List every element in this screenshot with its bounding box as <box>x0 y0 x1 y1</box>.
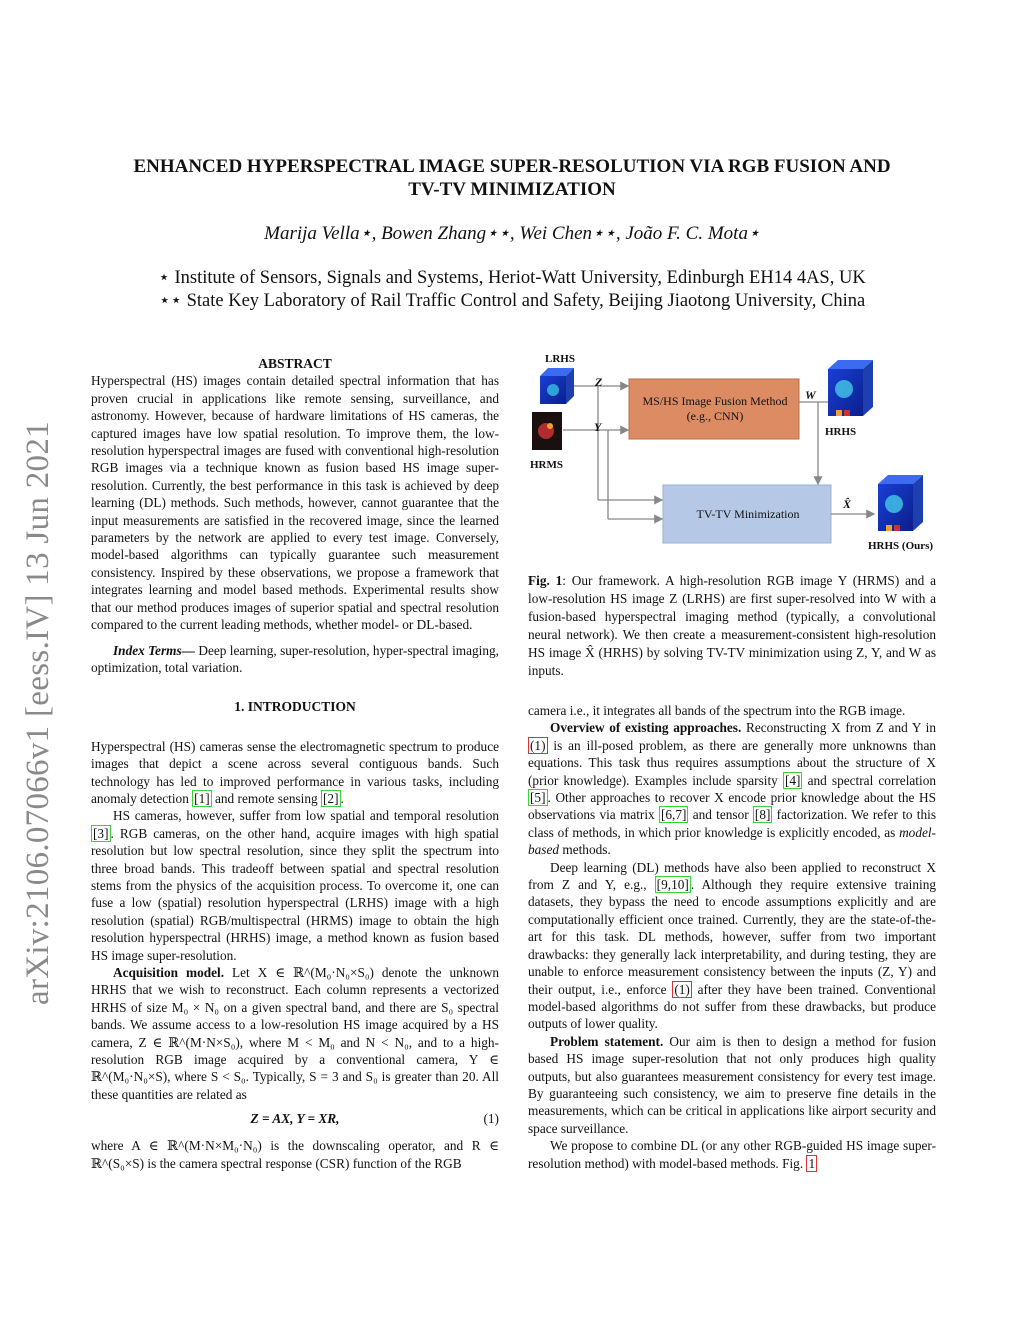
model-based-term: model-based <box>528 824 936 858</box>
citation-3[interactable]: [3] <box>93 825 109 841</box>
dl-paragraph: Deep learning (DL) methods have also been applied to reconstruct X from Z and Y, e.g., [9,10] . Although they require extensive training datasets, they bypass the need to encode assumptions explicitly and are computationally efficient once trained. Currently, they are the state-of-the-art for this task. DL methods, however, suffer from two important drawbacks: they generally lack interpretability, and during testing, they are unable to enforce measurement consistency between the inputs (Z, Y) and their output, i.e., enforce (1) after they have been trained. Conventional model-based algorithms do not suffer from these drawbacks, but produce outputs of lower quality. <box>528 859 937 1032</box>
intro-paragraph-2: HS cameras, however, suffer from low spatial and temporal resolution [3] . RGB cameras, on the other hand, acquire images with high spatial resolution but low spectral resolution, since they split the spectrum into three broad bands. This tradeoff between spatial and spectral resolution stems from the physics of the acquisition process. To overcome it, one can fuse a low (spatial) resolution hyperspectral (LRHS) image with a high resolution (spatial) RGB/multispectral (HRMS) image to obtain the high resolution hyperspectral (HRHS) image, a method known as fusion based HS image super-resolution. <box>91 808 499 963</box>
after-equation-text: where A ∈ ℝ^(M·N×M₀·N₀) is the downscaling operator, and R ∈ ℝ^(S₀×S) is the camera spectral response (CSR) function of the RGB <box>91 1138 499 1171</box>
label-y: Y <box>594 420 602 434</box>
label-hrms: HRMS <box>530 459 563 471</box>
citation-6-7[interactable]: [6,7] <box>660 807 687 823</box>
hrhs-ours-cube <box>878 475 923 531</box>
lrhs-cube <box>540 368 574 404</box>
left-column <box>91 355 499 1172</box>
framework-diagram <box>528 352 938 562</box>
hrms-image <box>532 412 562 450</box>
right-column <box>528 702 936 1172</box>
abstract-text: Hyperspectral (HS) images contain detailed spectral information that has proven crucial in applications like remote sensing, surveillance, and astronomy. However, because of hardware limitations of HS cameras, the captured images have low spatial resolution. To improve them, the low-resolution hyperspectral images are fused with conventional high-resolution RGB images via a technique known as fusion based HS image super-resolution. Currently, the best performance in this task is achieved by deep learning (DL) methods. Such methods, however, cannot guarantee that the input measurements are satisfied in the recovered image, since the learned parameters by the network are applied to every test image. Conversely, model-based algorithms can typically guarantee such measurement consistency. Inspired by these observations, we propose a framework that integrates learning and model based methods. Experimental results show that our method produces images of superior spatial and spectral resolution compared to the current leading methods, whether model- or DL-based. <box>91 373 499 633</box>
problem-statement-label: Problem statement. <box>550 1033 664 1049</box>
label-lrhs: LRHS <box>545 353 575 365</box>
caption-text: : Our framework. A high-resolution RGB image Y (HRMS) and a low-resolution HS image Z (LRHS) are first super-resolved into W with a fusion-based hyperspectral imaging method (typically, a convolutional neural network). We then create a measurement-consistent high-resolution HS image X̂ (HRHS) by solving TV-TV minimization using Z, Y, and W as inputs. <box>528 573 936 678</box>
equation-1-body: Z = AX, Y = XR, <box>250 1111 340 1127</box>
fusion-method-label: MS/HS Image Fusion Method (e.g., CNN) <box>642 394 788 423</box>
affiliations <box>100 267 924 313</box>
authors: Marija Vella⋆, Bowen Zhang⋆⋆, Wei Chen⋆⋆, João F. C. Mota⋆ <box>264 223 760 244</box>
arxiv-identifier: arXiv:2106.07066v1 [eess.IV] 13 Jun 2021 <box>20 421 56 1005</box>
eq-ref-1[interactable]: (1) <box>530 737 546 753</box>
affiliation-2: ⋆⋆ State Key Laboratory of Rail Traffic Control and Safety, Beijing Jiaotong University, China <box>158 291 866 311</box>
index-terms-label: Index Terms— <box>113 642 195 658</box>
acquisition-model-label: Acquisition model. <box>113 965 225 980</box>
paper-title <box>100 155 924 201</box>
label-w: W <box>805 388 816 402</box>
figure-ref-1[interactable]: 1 <box>808 1155 816 1171</box>
affiliation-1: ⋆ Institute of Sensors, Signals and Systems, Heriot-Watt University, Edinburgh EH14 4AS, UK <box>158 268 866 288</box>
index-terms-text: Deep learning, super-resolution, hyper-spectral imaging, optimization, total variation. <box>91 642 499 675</box>
right-paragraph-0: camera i.e., it integrates all bands of the spectrum into the RGB image. <box>528 703 906 718</box>
proposal-paragraph: We propose to combine DL (or any other RGB-guided HS image super-resolution method) with model-based methods. Fig. 1 <box>528 1138 936 1171</box>
figure-caption <box>528 572 936 680</box>
label-hrhs: HRHS <box>825 426 857 438</box>
caption-label: Fig. 1 <box>528 573 563 588</box>
title-line-1: ENHANCED HYPERSPECTRAL IMAGE SUPER-RESOLUTION VIA RGB FUSION AND <box>133 156 891 177</box>
label-hrhs-ours: HRHS (Ours) <box>868 540 934 552</box>
equation-1 <box>91 1103 499 1137</box>
intro-heading: 1. INTRODUCTION <box>234 699 356 715</box>
abstract-heading: ABSTRACT <box>258 356 332 371</box>
framework-figure <box>528 352 938 562</box>
overview-label: Overview of existing approaches. <box>550 720 742 736</box>
equation-1-number: (1) <box>483 1111 499 1127</box>
intro-paragraph-1: Hyperspectral (HS) cameras sense the electromagnetic spectrum to produce images that depict a scene across several contiguous bands. Such technology has led to improved performance in various tasks, including anomaly detection [1] and remote sensing [2] . <box>91 738 499 806</box>
citation-8[interactable]: [8] <box>754 807 771 823</box>
tvtv-label: TV-TV Minimization <box>696 507 800 521</box>
citation-9-10[interactable]: [9,10] <box>656 877 689 893</box>
title-line-2: TV-TV MINIMIZATION <box>408 179 616 200</box>
overview-paragraph: Overview of existing approaches. Reconstructing X from Z and Y in (1) is an ill-posed problem, as there are generally more unknowns than equations. This task thus requires assumptions about the structure of X (prior knowledge). Examples include sparsity [4] and spectral correlation [5] . Other approaches to recover X encode prior knowledge about the HS observations via matrix [6,7] and tensor [8] factorization. We refer to this class of methods, in which prior knowledge is explicitly encoded, as model-based methods. <box>528 720 937 858</box>
citation-1[interactable]: [1] <box>194 790 210 806</box>
eq-ref-1b[interactable]: (1) <box>674 981 690 997</box>
problem-statement-paragraph: Problem statement. Our aim is then to design a method for fusion based HS image super-resolution that not only produces high quality outputs, but also guarantees measurement consistency for every test image. By guaranteeing such consistency, we aim to preserve fine details in the measurements, which can be critical in applications like airport security and space surveillance. <box>528 1033 936 1136</box>
index-terms <box>91 642 499 677</box>
label-z: Z <box>595 375 603 389</box>
citation-4[interactable]: [4] <box>784 772 801 788</box>
citation-2[interactable]: [2] <box>323 790 339 806</box>
hrhs-cube <box>828 360 873 416</box>
citation-5[interactable]: [5] <box>530 790 546 806</box>
label-xhat: X̂ <box>843 497 852 511</box>
acquisition-model-paragraph: Acquisition model. Let X ∈ ℝ^(M₀·N₀×S₀) denote the unknown HRHS that we wish to reconstruct. Each column represents a vectorized HRHS of size M₀ × N₀ on a given spectral band, and there are S₀ spectral bands. We assume access to a low-resolution HS image acquired by a HS camera, Z ∈ ℝ^(M·N×S₀), where M < M₀ and N < N₀, and to a high-resolution RGB image acquired by a conventional camera, Y ∈ ℝ^(M₀·N₀×S), where S < S₀. Typically, S = 3 and S₀ is greater than 20. All these quantities are related as <box>91 965 500 1102</box>
